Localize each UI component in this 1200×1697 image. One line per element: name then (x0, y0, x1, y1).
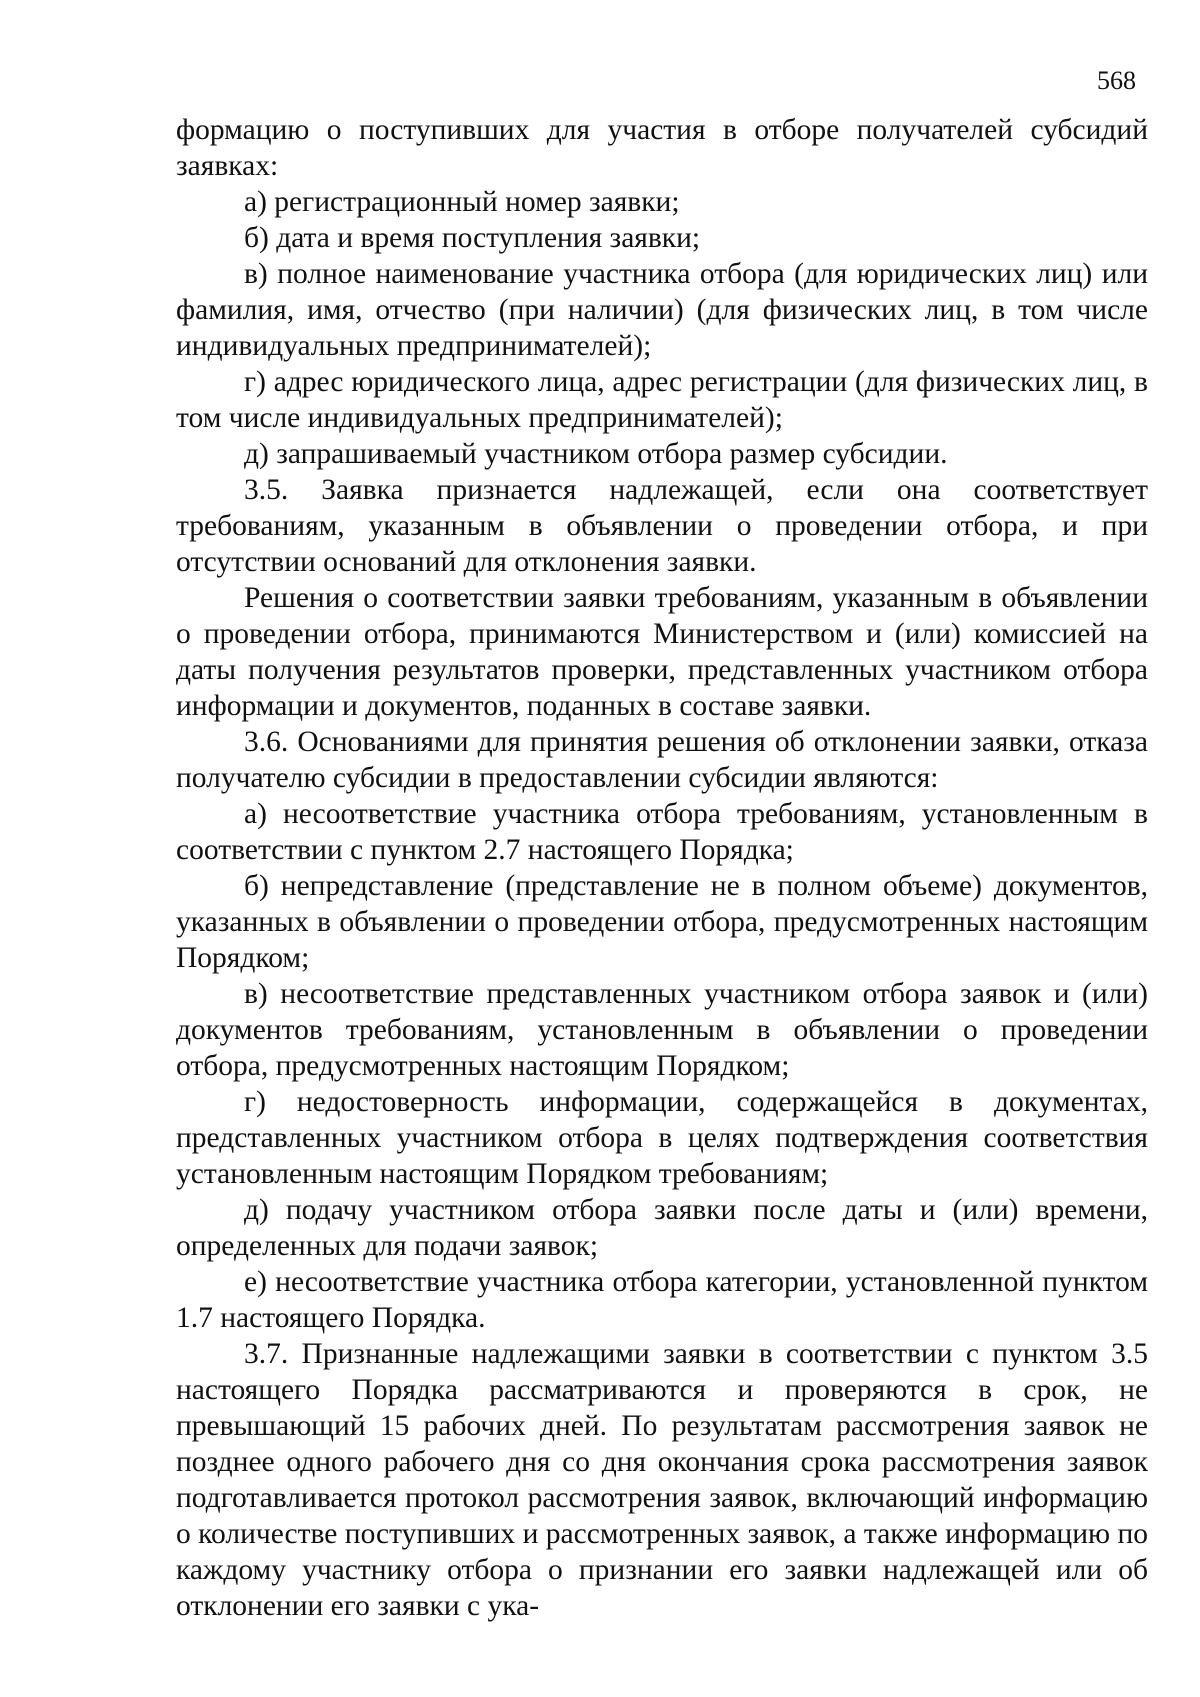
list-item-a-noncompliance: а) несоответствие участника отбора требованиям, установленным в соответствии с пунктом 2.7 настоящего Порядка; (176, 798, 1148, 866)
page-number: 568 (1097, 66, 1136, 95)
clause-3-7: 3.7. Признанные надлежащими заявки в соответствии с пунктом 3.5 настоящего Порядка рассматриваются и проверяются в срок, не превышающий 15 рабочих дней. По результатам рассмотрения заявок не позднее одного рабочего дня со дня окончания срока рассмотрения заявок подготавливается протокол рассмотрения заявок, включающий информацию о количестве поступивших и рассмотренных заявок, а также информацию по каждому участнику отбора о признании его заявки надлежащей или об отклонении его заявки с ука- (176, 1338, 1148, 1622)
clause-3-5: 3.5. Заявка признается надлежащей, если она соответствует требованиям, указанным в объявлении о проведении отбора, и при отсутствии оснований для отклонения заявки. (176, 474, 1148, 578)
clause-3-6: 3.6. Основаниями для принятия решения об отклонении заявки, отказа получателю субсидии в предоставлении субсидии являются: (176, 726, 1148, 794)
list-item-e-category: е) несоответствие участника отбора категории, установленной пунктом 1.7 настоящего Порядка. (176, 1266, 1148, 1334)
paragraph-decisions: Решения о соответствии заявки требованиям, указанным в объявлении о проведении отбора, принимаются Министерством и (или) комиссией на даты получения результатов проверки, представленных участником отбора информации и документов, поданных в составе заявки. (176, 582, 1148, 722)
list-item-v-requirements: в) несоответствие представленных участником отбора заявок и (или) документов требованиям, установленным в объявлении о проведении отбора, предусмотренных настоящим Порядком; (176, 978, 1148, 1082)
list-item-d-subsidy-amount: д) запрашиваемый участником отбора размер субсидии. (244, 438, 948, 470)
list-item-b-nonsubmission: б) непредставление (представление не в полном объеме) документов, указанных в объявлении о проведении отбора, предусмотренных настоящим Порядком; (176, 870, 1148, 974)
list-item-v-full-name: в) полное наименование участника отбора (для юридических лиц) или фамилия, имя, отчество (при наличии) (для физических лиц, в том числе индивидуальных предпринимателей); (176, 258, 1148, 362)
list-item-d-late-submission: д) подачу участником отбора заявки после даты и (или) времени, определенных для подачи заявок; (176, 1194, 1148, 1262)
list-item-b-date-time: б) дата и время поступления заявки; (244, 222, 701, 254)
paragraph-continuation: формацию о поступивших для участия в отборе получателей субсидий заявках: (176, 114, 1148, 182)
list-item-g-address: г) адрес юридического лица, адрес регистрации (для физических лиц, в том числе индивидуальных предпринимателей); (176, 366, 1148, 434)
list-item-g-unreliable-info: г) недостоверность информации, содержащейся в документах, представленных участником отбора в целях подтверждения соответствия установленным настоящим Порядком требованиям; (176, 1086, 1148, 1190)
list-item-a-registration-number: а) регистрационный номер заявки; (244, 186, 680, 218)
document-body (176, 112, 1148, 1624)
